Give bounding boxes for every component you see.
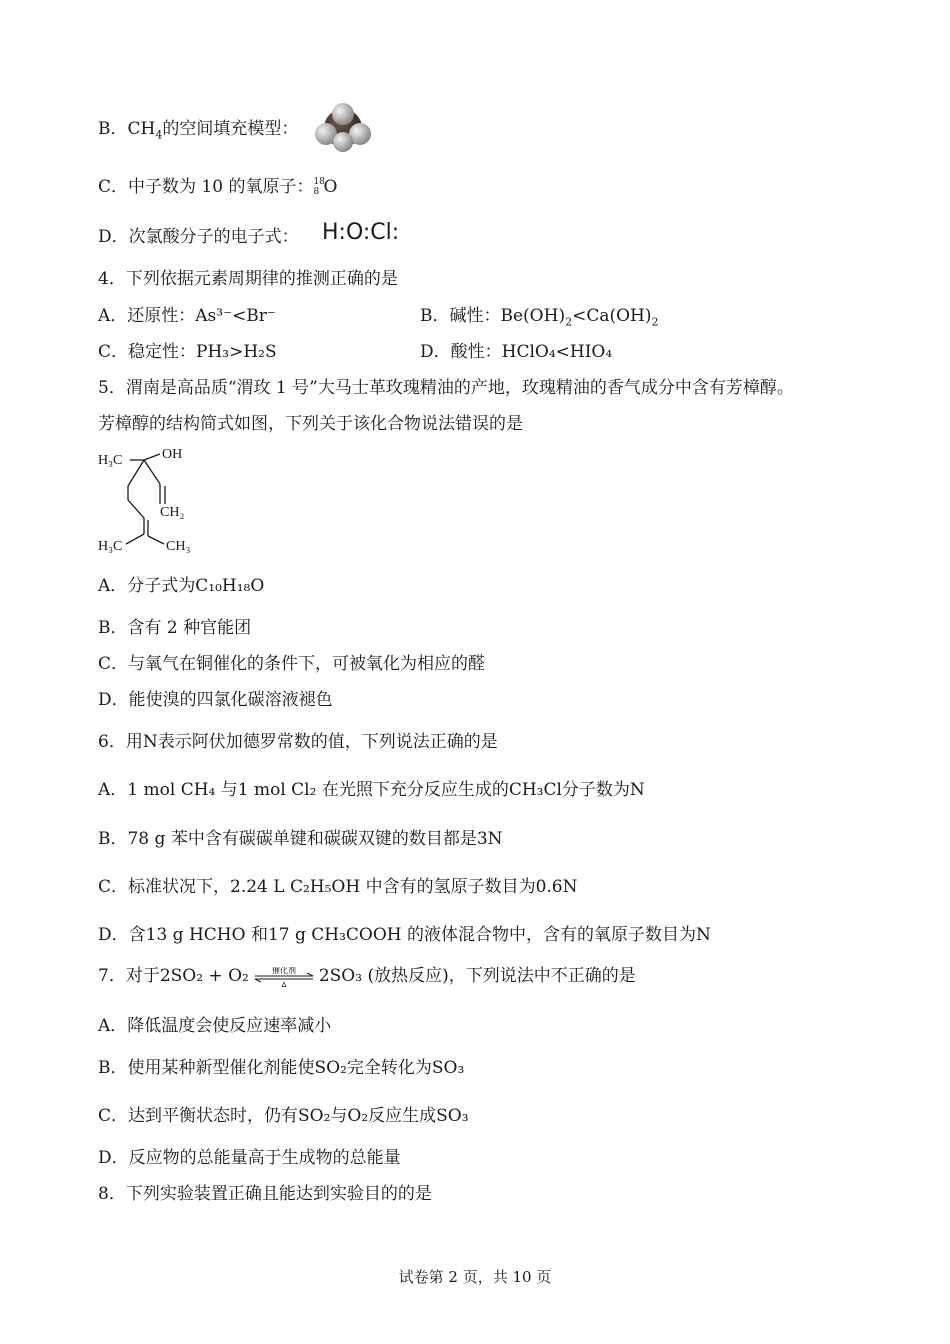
ch4-space-filling-model xyxy=(312,100,374,156)
h3c-bottom-label: H₃C xyxy=(98,539,123,554)
q3-option-b: B．$CH_4$的空间填充模型： xyxy=(98,119,299,142)
q4-option-b: B．碱性：$Be(OH)_2<Ca(OH)_2$ xyxy=(420,306,659,329)
isotope-notation: 18 8 xyxy=(313,176,325,197)
hocl-lewis-structure: H:O:Cl: xyxy=(322,220,400,245)
q6-option-c: C．标准状况下，2.24 L C₂H₅OH 中含有的氢原子数目为0.6N xyxy=(98,877,578,897)
q7-option-a: A．降低温度会使反应速率减小 xyxy=(98,1016,332,1036)
h3c-top-label: H₃C xyxy=(98,453,123,468)
q4-option-a: A．还原性：As³⁻<Br⁻ xyxy=(98,306,276,326)
q4-stem: 4．下列依据元素周期律的推测正确的是 xyxy=(98,269,398,289)
ch3-label: CH₃ xyxy=(166,539,191,554)
q8-stem: 8．下列实验装置正确且能达到实验目的的是 xyxy=(98,1184,432,1204)
q7-option-b: B．使用某种新型催化剂能使SO₂完全转化为SO₃ xyxy=(98,1058,465,1078)
q5-option-a: A．分子式为C₁₀H₁₈O xyxy=(98,576,265,596)
page-footer: 试卷第 2 页，共 10 页 xyxy=(398,1268,552,1286)
q5-option-b: B．含有 2 种官能团 xyxy=(98,618,252,638)
reversible-arrow xyxy=(253,967,315,987)
q3-option-c: C．中子数为 10 的氧原子： 18 8 O xyxy=(98,176,338,197)
q3-option-d: D．次氯酸分子的电子式： xyxy=(98,227,299,247)
q5-option-c: C．与氧气在铜催化的条件下，可被氧化为相应的醛 xyxy=(98,654,486,674)
oh-label: OH xyxy=(162,447,183,462)
q7-option-c: C．达到平衡状态时，仍有SO₂与O₂反应生成SO₃ xyxy=(98,1106,469,1126)
svg-text:Δ: Δ xyxy=(281,980,287,987)
q7-option-d: D．反应物的总能量高于生成物的总能量 xyxy=(98,1148,401,1168)
q6-option-d: D．含13 g HCHO 和17 g CH₃COOH 的液体混合物中，含有的氧原子数目为N xyxy=(98,925,711,945)
svg-text:催化剂: 催化剂 xyxy=(271,966,296,975)
q6-stem: 6．用N表示阿伏加德罗常数的值，下列说法正确的是 xyxy=(98,732,498,752)
ch2-label: CH₂ xyxy=(160,505,185,520)
q5-stem-line1: 5．渭南是高品质“渭玫 1 号”大马士革玫瑰精油的产地，玫瑰精油的香气成分中含有芳樟醇。 xyxy=(98,378,794,398)
q4-option-d: D．酸性：HClO₄<HIO₄ xyxy=(420,342,613,362)
q4-option-c: C．稳定性：PH₃>H₂S xyxy=(98,342,277,362)
q6-option-a: A．1 mol CH₄ 与1 mol Cl₂ 在光照下充分反应生成的CH₃Cl分子数为N xyxy=(98,780,645,800)
q7-stem: 7．对于2SO₂ + O₂ 催化剂 Δ 2SO₃ (放热反应)，下列说法中不正确的是 xyxy=(98,966,636,987)
q5-stem-line2: 芳樟醇的结构简式如图，下列关于该化合物说法错误的是 xyxy=(98,414,523,434)
q6-option-b: B．78 g 苯中含有碳碳单键和碳碳双键的数目都是3N xyxy=(98,829,503,849)
q5-option-d: D．能使溴的四氯化碳溶液褪色 xyxy=(98,690,333,710)
linalool-structure xyxy=(96,440,236,560)
